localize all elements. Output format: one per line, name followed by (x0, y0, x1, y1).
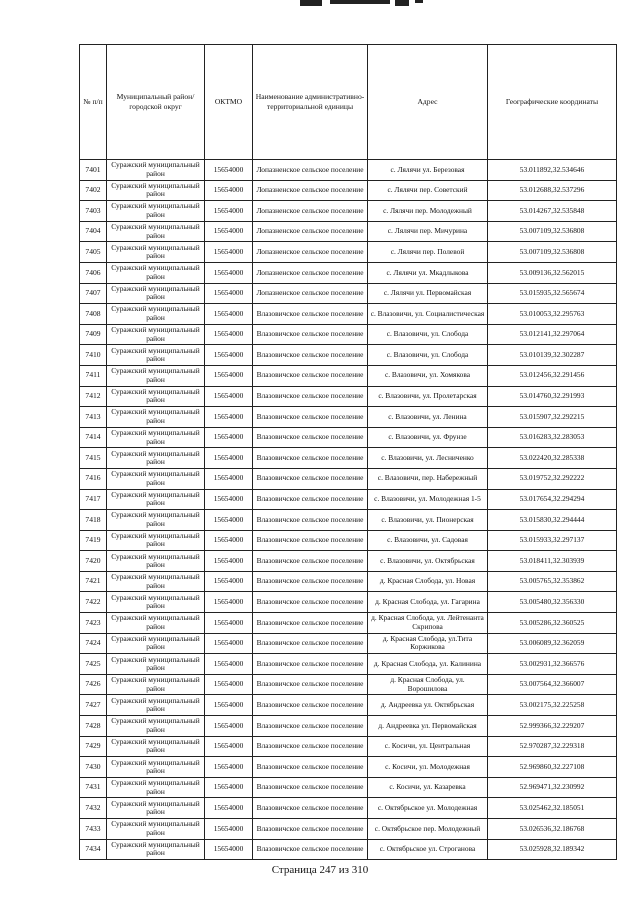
table-row (80, 736, 617, 757)
row-address: с. Влазовичи, ул. Пролетарская (368, 386, 488, 407)
row-address: д. Андреевка ул. Октябрьская (368, 695, 488, 716)
row-municipality: Суражский муниципальный район (107, 345, 205, 366)
row-number: 7410 (80, 345, 107, 366)
row-unit: Влазовичское сельское поселение (253, 386, 368, 407)
table-row (80, 757, 617, 778)
row-coords: 53.006089,32.362059 (488, 633, 617, 654)
row-oktmo: 15654000 (205, 160, 253, 181)
row-number: 7408 (80, 304, 107, 325)
row-municipality: Суражский муниципальный район (107, 324, 205, 345)
table-row (80, 242, 617, 263)
table-row (80, 654, 617, 675)
row-coords: 53.012688,32.537296 (488, 180, 617, 201)
row-oktmo: 15654000 (205, 262, 253, 283)
row-oktmo: 15654000 (205, 468, 253, 489)
row-unit: Влазовичское сельское поселение (253, 592, 368, 613)
row-number: 7431 (80, 777, 107, 798)
row-municipality: Суражский муниципальный район (107, 304, 205, 325)
row-address: с. Влазовичи, ул. Пионерская (368, 510, 488, 531)
table-row (80, 633, 617, 654)
row-oktmo: 15654000 (205, 530, 253, 551)
table-row (80, 613, 617, 634)
row-municipality: Суражский муниципальный район (107, 201, 205, 222)
row-number: 7415 (80, 448, 107, 469)
row-number: 7430 (80, 757, 107, 778)
row-address: с. Лялячи пер. Мичурина (368, 221, 488, 242)
row-number: 7409 (80, 324, 107, 345)
row-coords: 53.005286,32.360525 (488, 613, 617, 634)
row-address: д. Красная Слобода, ул. Новая (368, 571, 488, 592)
row-coords: 53.007109,32.536808 (488, 242, 617, 263)
row-coords: 53.014267,32.535848 (488, 201, 617, 222)
row-number: 7405 (80, 242, 107, 263)
row-unit: Влазовичское сельское поселение (253, 345, 368, 366)
row-number: 7411 (80, 365, 107, 386)
table-row (80, 407, 617, 428)
row-address: с. Влазовичи, ул. Молодежная 1-5 (368, 489, 488, 510)
table-row (80, 695, 617, 716)
row-municipality: Суражский муниципальный район (107, 283, 205, 304)
row-address: д. Красная Слобода, ул.Тита Коржикова (368, 633, 488, 654)
row-oktmo: 15654000 (205, 201, 253, 222)
row-unit: Влазовичское сельское поселение (253, 407, 368, 428)
row-coords: 53.019752,32.292222 (488, 468, 617, 489)
row-coords: 53.025928,32.189342 (488, 839, 617, 860)
row-number: 7425 (80, 654, 107, 675)
row-coords: 52.999366,32.229207 (488, 716, 617, 737)
row-number: 7401 (80, 160, 107, 181)
table-row (80, 819, 617, 840)
scan-top-edge-mark (0, 0, 640, 10)
row-number: 7412 (80, 386, 107, 407)
row-address: с. Влазовичи, ул. Слобода (368, 345, 488, 366)
row-address: с. Влазовичи, ул. Ленина (368, 407, 488, 428)
row-oktmo: 15654000 (205, 283, 253, 304)
row-coords: 53.018411,32.303939 (488, 551, 617, 572)
row-coords: 53.009136,32.562015 (488, 262, 617, 283)
row-address: д. Красная Слобода, ул. Гагарина (368, 592, 488, 613)
row-number: 7413 (80, 407, 107, 428)
row-coords: 53.015935,32.565674 (488, 283, 617, 304)
row-municipality: Суражский муниципальный район (107, 613, 205, 634)
row-coords: 52.969860,32.227108 (488, 757, 617, 778)
row-coords: 53.015933,32.297137 (488, 530, 617, 551)
row-unit: Влазовичское сельское поселение (253, 551, 368, 572)
row-number: 7419 (80, 530, 107, 551)
row-municipality: Суражский муниципальный район (107, 716, 205, 737)
table-row (80, 716, 617, 737)
row-municipality: Суражский муниципальный район (107, 468, 205, 489)
row-unit: Влазовичское сельское поселение (253, 427, 368, 448)
row-oktmo: 15654000 (205, 304, 253, 325)
row-number: 7429 (80, 736, 107, 757)
row-number: 7434 (80, 839, 107, 860)
row-coords: 53.005480,32.356330 (488, 592, 617, 613)
row-unit: Лопазненское сельское поселение (253, 180, 368, 201)
row-unit: Влазовичское сельское поселение (253, 530, 368, 551)
row-address: с. Лялячи ул. Мкадлыкова (368, 262, 488, 283)
row-unit: Влазовичское сельское поселение (253, 510, 368, 531)
row-unit: Влазовичское сельское поселение (253, 695, 368, 716)
row-number: 7421 (80, 571, 107, 592)
row-coords: 53.010139,32.302287 (488, 345, 617, 366)
table-row (80, 839, 617, 860)
table-row (80, 448, 617, 469)
row-coords: 53.014760,32.291993 (488, 386, 617, 407)
row-coords: 53.025462,32.185051 (488, 798, 617, 819)
row-number: 7432 (80, 798, 107, 819)
row-address: с. Влазовичи, ул. Лесниченко (368, 448, 488, 469)
row-coords: 53.010053,32.295763 (488, 304, 617, 325)
row-oktmo: 15654000 (205, 180, 253, 201)
row-unit: Влазовичское сельское поселение (253, 654, 368, 675)
table-row (80, 468, 617, 489)
row-address: с. Влазовичи, ул. Слобода (368, 324, 488, 345)
row-number: 7403 (80, 201, 107, 222)
row-unit: Влазовичское сельское поселение (253, 777, 368, 798)
table-row (80, 221, 617, 242)
row-municipality: Суражский муниципальный район (107, 448, 205, 469)
table-row (80, 160, 617, 181)
row-oktmo: 15654000 (205, 571, 253, 592)
row-address: с. Влазовичи, ул. Фрунзе (368, 427, 488, 448)
row-municipality: Суражский муниципальный район (107, 160, 205, 181)
row-unit: Влазовичское сельское поселение (253, 448, 368, 469)
row-oktmo: 15654000 (205, 633, 253, 654)
row-address: с. Лялячи ул. Первомайская (368, 283, 488, 304)
row-number: 7406 (80, 262, 107, 283)
row-coords: 53.012456,32.291456 (488, 365, 617, 386)
header-municipality: Муниципальный район/городской округ (107, 45, 205, 160)
row-municipality: Суражский муниципальный район (107, 407, 205, 428)
table-row (80, 551, 617, 572)
row-address: с. Косичи, ул. Молодежная (368, 757, 488, 778)
table-row (80, 262, 617, 283)
row-number: 7416 (80, 468, 107, 489)
row-unit: Влазовичское сельское поселение (253, 304, 368, 325)
row-municipality: Суражский муниципальный район (107, 489, 205, 510)
row-unit: Влазовичское сельское поселение (253, 674, 368, 695)
table-row (80, 283, 617, 304)
row-coords: 53.005765,32.353862 (488, 571, 617, 592)
row-municipality: Суражский муниципальный район (107, 592, 205, 613)
row-number: 7404 (80, 221, 107, 242)
row-number: 7427 (80, 695, 107, 716)
row-address: с. Влазовичи, ул. Социалистическая (368, 304, 488, 325)
row-unit: Лопазненское сельское поселение (253, 160, 368, 181)
row-unit: Влазовичское сельское поселение (253, 489, 368, 510)
row-address: с. Октябрьское ул. Молодежная (368, 798, 488, 819)
row-number: 7424 (80, 633, 107, 654)
row-oktmo: 15654000 (205, 798, 253, 819)
row-number: 7417 (80, 489, 107, 510)
table-row (80, 777, 617, 798)
table-row (80, 386, 617, 407)
row-unit: Лопазненское сельское поселение (253, 242, 368, 263)
row-address: с. Октябрьское пер. Молодежный (368, 819, 488, 840)
row-municipality: Суражский муниципальный район (107, 695, 205, 716)
row-number: 7422 (80, 592, 107, 613)
row-oktmo: 15654000 (205, 427, 253, 448)
row-municipality: Суражский муниципальный район (107, 365, 205, 386)
table-row (80, 530, 617, 551)
row-address: д. Красная Слобода, ул. Калинина (368, 654, 488, 675)
table-row (80, 324, 617, 345)
row-municipality: Суражский муниципальный район (107, 551, 205, 572)
table-row (80, 674, 617, 695)
row-number: 7433 (80, 819, 107, 840)
row-unit: Лопазненское сельское поселение (253, 221, 368, 242)
row-address: с. Лялячи пер. Советский (368, 180, 488, 201)
row-number: 7407 (80, 283, 107, 304)
row-oktmo: 15654000 (205, 716, 253, 737)
row-municipality: Суражский муниципальный район (107, 674, 205, 695)
table-row (80, 592, 617, 613)
table-row (80, 365, 617, 386)
header-address: Адрес (368, 45, 488, 160)
row-municipality: Суражский муниципальный район (107, 221, 205, 242)
table-row (80, 201, 617, 222)
row-address: с. Влазовичи, ул. Октябрьская (368, 551, 488, 572)
row-coords: 53.022420,32.285338 (488, 448, 617, 469)
row-oktmo: 15654000 (205, 489, 253, 510)
header-oktmo: ОКТМО (205, 45, 253, 160)
row-municipality: Суражский муниципальный район (107, 510, 205, 531)
row-unit: Влазовичское сельское поселение (253, 324, 368, 345)
row-municipality: Суражский муниципальный район (107, 819, 205, 840)
row-oktmo: 15654000 (205, 365, 253, 386)
row-oktmo: 15654000 (205, 695, 253, 716)
row-address: д. Красная Слобода, ул. Лейтенанта Скрипова (368, 613, 488, 634)
row-unit: Лопазненское сельское поселение (253, 201, 368, 222)
row-municipality: Суражский муниципальный район (107, 798, 205, 819)
row-address: с. Октябрьское ул. Строганова (368, 839, 488, 860)
row-number: 7426 (80, 674, 107, 695)
row-coords: 52.969471,32.230992 (488, 777, 617, 798)
row-number: 7418 (80, 510, 107, 531)
row-address: с. Лялячи пер. Молодежный (368, 201, 488, 222)
row-address: д. Андреевка ул. Первомайская (368, 716, 488, 737)
table-row (80, 798, 617, 819)
row-oktmo: 15654000 (205, 654, 253, 675)
row-oktmo: 15654000 (205, 736, 253, 757)
row-oktmo: 15654000 (205, 242, 253, 263)
row-oktmo: 15654000 (205, 324, 253, 345)
row-oktmo: 15654000 (205, 839, 253, 860)
row-coords: 52.970287,32.229318 (488, 736, 617, 757)
row-municipality: Суражский муниципальный район (107, 571, 205, 592)
row-municipality: Суражский муниципальный район (107, 736, 205, 757)
row-oktmo: 15654000 (205, 777, 253, 798)
row-oktmo: 15654000 (205, 510, 253, 531)
row-unit: Влазовичское сельское поселение (253, 819, 368, 840)
row-oktmo: 15654000 (205, 551, 253, 572)
row-municipality: Суражский муниципальный район (107, 777, 205, 798)
row-coords: 53.002175,32.225258 (488, 695, 617, 716)
row-oktmo: 15654000 (205, 592, 253, 613)
row-municipality: Суражский муниципальный район (107, 386, 205, 407)
row-unit: Лопазненское сельское поселение (253, 283, 368, 304)
row-unit: Влазовичское сельское поселение (253, 716, 368, 737)
row-unit: Влазовичское сельское поселение (253, 613, 368, 634)
row-coords: 53.007564,32.366007 (488, 674, 617, 695)
row-municipality: Суражский муниципальный район (107, 654, 205, 675)
row-coords: 53.026536,32.186768 (488, 819, 617, 840)
row-address: с. Лялячи пер. Полевой (368, 242, 488, 263)
row-coords: 53.012141,32.297064 (488, 324, 617, 345)
row-unit: Влазовичское сельское поселение (253, 798, 368, 819)
row-oktmo: 15654000 (205, 407, 253, 428)
row-municipality: Суражский муниципальный район (107, 262, 205, 283)
row-coords: 53.011892,32.534646 (488, 160, 617, 181)
row-oktmo: 15654000 (205, 613, 253, 634)
row-coords: 53.016283,32.283053 (488, 427, 617, 448)
row-unit: Лопазненское сельское поселение (253, 262, 368, 283)
table-row (80, 489, 617, 510)
row-address: с. Влазовичи, ул. Садовая (368, 530, 488, 551)
row-municipality: Суражский муниципальный район (107, 633, 205, 654)
table-row (80, 510, 617, 531)
row-oktmo: 15654000 (205, 386, 253, 407)
table-row (80, 571, 617, 592)
row-municipality: Суражский муниципальный район (107, 180, 205, 201)
row-municipality: Суражский муниципальный район (107, 427, 205, 448)
row-number: 7428 (80, 716, 107, 737)
row-number: 7420 (80, 551, 107, 572)
table-row (80, 427, 617, 448)
row-municipality: Суражский муниципальный район (107, 757, 205, 778)
row-unit: Влазовичское сельское поселение (253, 757, 368, 778)
row-coords: 53.002931,32.366576 (488, 654, 617, 675)
row-address: с. Косичи, ул. Центральная (368, 736, 488, 757)
row-unit: Влазовичское сельское поселение (253, 365, 368, 386)
row-municipality: Суражский муниципальный район (107, 242, 205, 263)
row-number: 7402 (80, 180, 107, 201)
table-row (80, 345, 617, 366)
row-oktmo: 15654000 (205, 221, 253, 242)
header-unit: Наименование административно-территориальной единицы (253, 45, 368, 160)
page-footer: Страница 247 из 310 (271, 864, 369, 876)
row-municipality: Суражский муниципальный район (107, 530, 205, 551)
row-municipality: Суражский муниципальный район (107, 839, 205, 860)
row-number: 7414 (80, 427, 107, 448)
row-coords: 53.015830,32.294444 (488, 510, 617, 531)
row-address: с. Влазовичи, пер. Набережный (368, 468, 488, 489)
table-header-row (80, 45, 617, 160)
row-unit: Влазовичское сельское поселение (253, 468, 368, 489)
address-table (79, 44, 617, 860)
row-oktmo: 15654000 (205, 674, 253, 695)
header-coords: Географические координаты (488, 45, 617, 160)
row-coords: 53.017654,32.294294 (488, 489, 617, 510)
row-oktmo: 15654000 (205, 448, 253, 469)
row-address: с. Лялячи ул. Березовая (368, 160, 488, 181)
table-row (80, 304, 617, 325)
row-coords: 53.015907,32.292215 (488, 407, 617, 428)
row-oktmo: 15654000 (205, 757, 253, 778)
table-row (80, 180, 617, 201)
row-coords: 53.007109,32.536808 (488, 221, 617, 242)
row-unit: Влазовичское сельское поселение (253, 571, 368, 592)
row-unit: Влазовичское сельское поселение (253, 633, 368, 654)
row-oktmo: 15654000 (205, 345, 253, 366)
row-address: с. Влазовичи, ул. Хомякова (368, 365, 488, 386)
row-address: д. Красная Слобода, ул. Ворошилова (368, 674, 488, 695)
row-unit: Влазовичское сельское поселение (253, 736, 368, 757)
row-address: с. Косичи, ул. Казаревка (368, 777, 488, 798)
row-oktmo: 15654000 (205, 819, 253, 840)
row-number: 7423 (80, 613, 107, 634)
header-num: № п/п (80, 45, 107, 160)
row-unit: Влазовичское сельское поселение (253, 839, 368, 860)
